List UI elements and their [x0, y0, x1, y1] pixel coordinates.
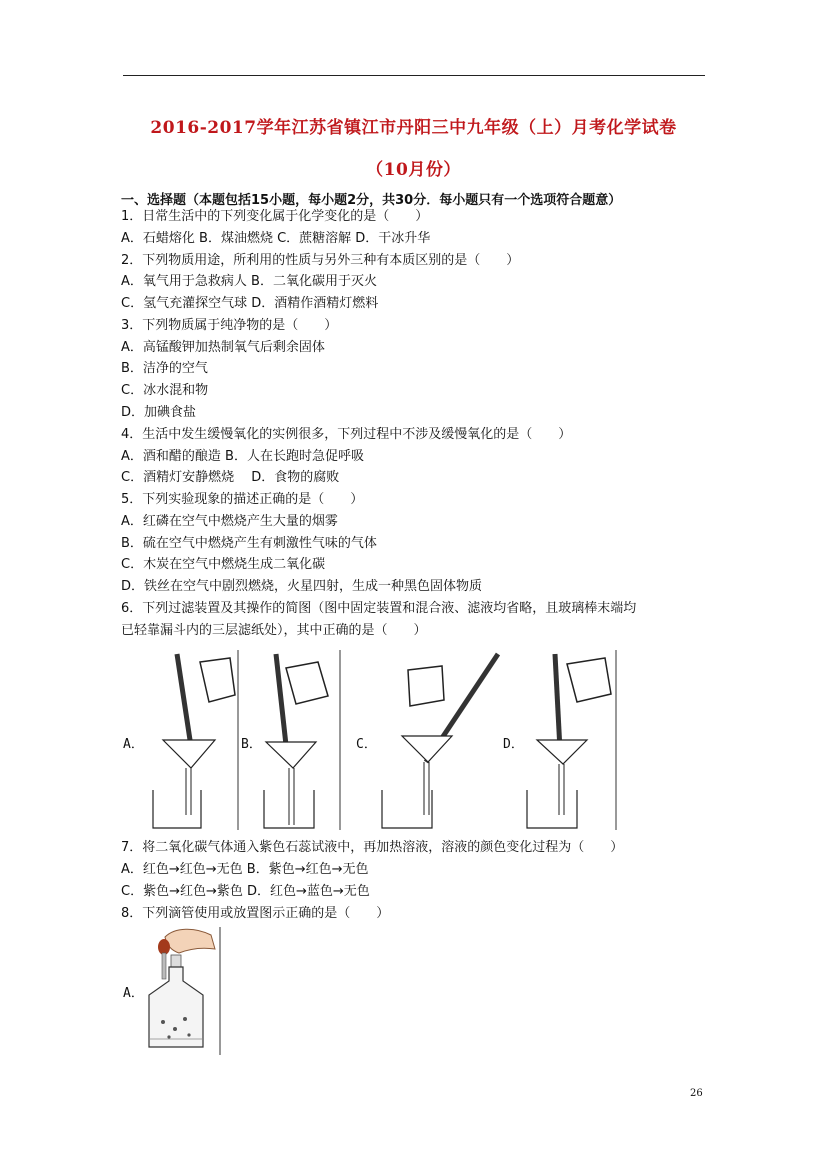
question-line: 已轻靠漏斗内的三层滤纸处），其中正确的是（ ） [121, 623, 427, 638]
option-label: A． [123, 737, 144, 752]
question-line: A．氧气用于急救病人 B．二氧化碳用于灭火 [121, 274, 377, 289]
question-line: C．酒精灯安静燃烧 D．食物的腐败 [121, 470, 340, 485]
question-line: B．硫在空气中燃烧产生有刺激性气味的气体 [121, 536, 377, 551]
question-line: D．铁丝在空气中剧烈燃烧，火星四射，生成一种黑色固体物质 [121, 579, 483, 594]
section-heading: 一、选择题（本题包括15小题，每小题2分，共30分．每小题只有一个选项符合题意） [121, 193, 622, 208]
question-line: 5．下列实验现象的描述正确的是（ ） [121, 492, 364, 507]
question-line: C．氢气充灌探空气球 D．酒精作酒精灯燃料 [121, 296, 379, 311]
question-line: A．酒和醋的酿造 B．人在长跑时急促呼吸 [121, 449, 364, 464]
header-rule [123, 75, 705, 76]
question-line: C．紫色→红色→紫色 D．红色→蓝色→无色 [121, 884, 370, 899]
question-line: B．洁净的空气 [121, 361, 208, 376]
filtration-diagram-b [260, 650, 345, 830]
question-line: 1．日常生活中的下列变化属于化学变化的是（ ） [121, 209, 429, 224]
question-line: D．加碘食盐 [121, 405, 197, 420]
question-line: 7．将二氧化碳气体通入紫色石蕊试液中，再加热溶液，溶液的颜色变化过程为（ ） [121, 840, 624, 855]
question-line: C．冰水混和物 [121, 383, 209, 398]
question-line: 2．下列物质用途，所利用的性质与另外三种有本质区别的是（ ） [121, 253, 520, 268]
filtration-diagram-c [380, 650, 502, 830]
option-label: C． [356, 737, 377, 752]
question-line: 4．生活中发生缓慢氧化的实例很多，下列过程中不涉及缓慢氧化的是（ ） [121, 427, 572, 442]
question-line: C．木炭在空气中燃烧生成二氧化碳 [121, 557, 326, 572]
page-title: 2016-2017学年江苏省镇江市丹阳三中九年级（上）月考化学试卷 [150, 118, 677, 138]
question-line: A．红磷在空气中燃烧产生大量的烟雾 [121, 514, 338, 529]
filtration-diagram-d [525, 650, 620, 830]
question-line: 8．下列滴管使用或放置图示正确的是（ ） [121, 906, 390, 921]
question-line: A．红色→红色→无色 B．紫色→红色→无色 [121, 862, 369, 877]
option-label: B． [241, 737, 262, 752]
question-line: 3．下列物质属于纯净物的是（ ） [121, 318, 338, 333]
option-label: A． [123, 986, 144, 1001]
filtration-diagram-a [145, 650, 240, 830]
question-line: A．石蜡熔化 B．煤油燃烧 C．蔗糖溶解 D．干冰升华 [121, 231, 431, 246]
question-line: 6．下列过滤装置及其操作的简图（图中固定装置和混合液、滤液均省略，且玻璃棒末端均 [121, 601, 637, 616]
option-label: D． [503, 737, 524, 752]
page-subtitle: （10月份） [366, 160, 461, 180]
question-line: A．高锰酸钾加热制氧气后剩余固体 [121, 340, 325, 355]
dropper-bottle-diagram [145, 927, 223, 1055]
page-number: 26 [690, 1088, 703, 1099]
